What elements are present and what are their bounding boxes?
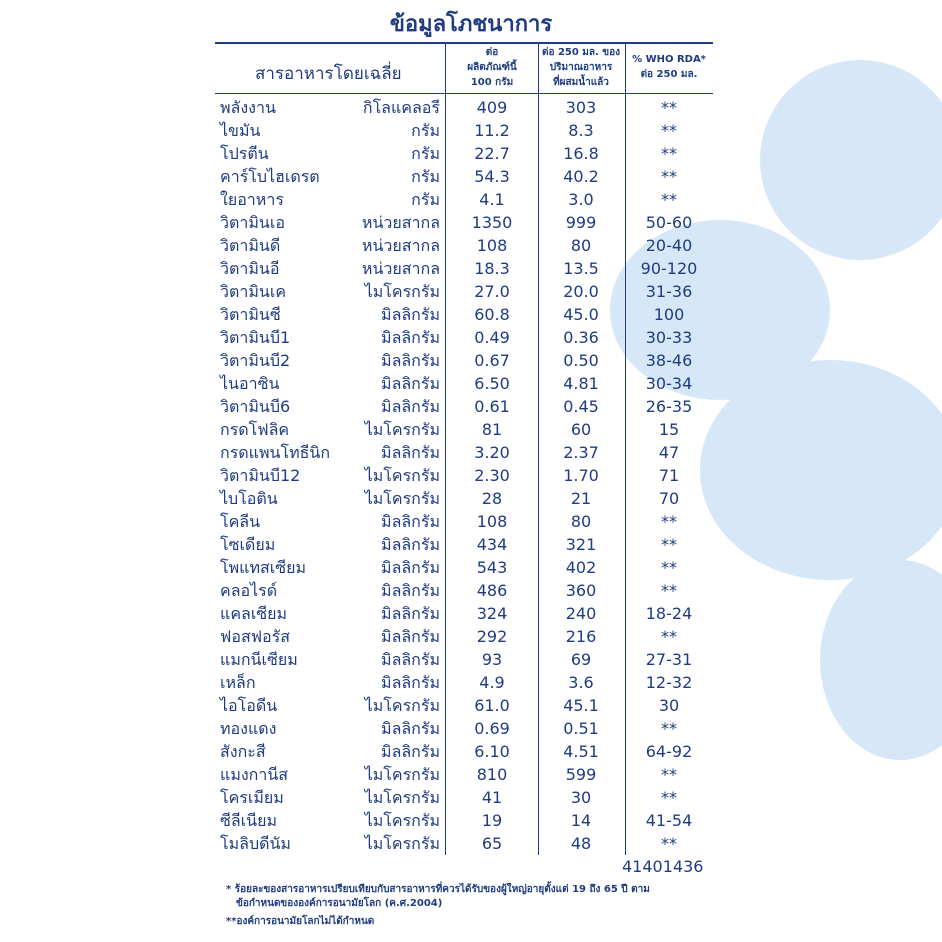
table-row — [0, 280, 942, 303]
value-per-250ml: 14 — [570, 811, 592, 830]
table-row — [0, 556, 942, 579]
header-per250-line2: ปริมาณอาหาร — [549, 62, 613, 73]
nutrient-name: วิตามินเอ — [220, 213, 285, 232]
value-rda: 15 — [658, 420, 680, 439]
table-row — [0, 188, 942, 211]
nutrient-name: ซีลีเนียม — [220, 811, 277, 830]
nutrient-unit: ไมโครกรัม — [364, 834, 440, 853]
value-per-250ml: 69 — [570, 650, 592, 669]
value-per-250ml: 60 — [570, 420, 592, 439]
value-per-250ml: 402 — [565, 558, 597, 577]
table-row — [0, 96, 942, 119]
nutrient-name: ใยอาหาร — [220, 190, 284, 209]
nutrient-name: ฟอสฟอรัส — [220, 627, 290, 646]
table-row — [0, 671, 942, 694]
value-per-100g: 810 — [476, 765, 508, 784]
value-per-100g: 324 — [476, 604, 508, 623]
nutrient-name: พลังงาน — [220, 98, 276, 117]
nutrient-unit: กิโลแคลอรี — [362, 98, 440, 117]
value-per-100g: 27.0 — [474, 282, 510, 301]
value-rda: ** — [661, 144, 677, 163]
nutrient-name: โมลิบดีนัม — [220, 834, 291, 853]
value-rda: ** — [661, 190, 677, 209]
header-per100 — [446, 45, 538, 90]
header-per100-line2: ผลิตภัณฑ์นี้ — [467, 62, 517, 73]
value-per-250ml: 3.0 — [568, 190, 594, 209]
nutrient-name: โพแทสเซียม — [220, 558, 307, 577]
nutrient-unit: มิลลิกรัม — [381, 650, 440, 669]
value-rda: 50-60 — [645, 213, 693, 232]
nutrient-name: โครเมียม — [220, 788, 284, 807]
value-per-250ml: 0.51 — [563, 719, 599, 738]
value-per-100g: 4.9 — [479, 673, 505, 692]
table-row — [0, 142, 942, 165]
footnote-rda-line2: ข้อกำหนดขององค์การอนามัยโลก (ค.ศ.2004) — [236, 898, 443, 909]
nutrient-unit: กรัม — [411, 190, 440, 209]
nutrient-name: ไบโอติน — [220, 489, 278, 508]
header-per100-line1: ต่อ — [485, 47, 499, 58]
value-rda: 18-24 — [645, 604, 693, 623]
product-code: 41401436 — [622, 857, 704, 876]
nutrient-unit: มิลลิกรัม — [381, 581, 440, 600]
value-rda: 64-92 — [645, 742, 693, 761]
header-bottom-rule — [215, 93, 713, 94]
nutrient-unit: มิลลิกรัม — [381, 604, 440, 623]
value-per-250ml: 1.70 — [563, 466, 599, 485]
value-per-250ml: 21 — [570, 489, 592, 508]
table-row — [0, 694, 942, 717]
nutrient-unit: มิลลิกรัม — [381, 351, 440, 370]
footnote-rda-line1: * ร้อยละของสารอาหารเปรียบเทียบกับสารอาหารที่ควรได้รับของผู้ใหญ่อายุตั้งแต่ 19 ถึง 65 ปี ตาม — [226, 884, 650, 895]
value-per-250ml: 4.51 — [563, 742, 599, 761]
table-row — [0, 579, 942, 602]
value-rda: 27-31 — [645, 650, 693, 669]
nutrient-name: โคลีน — [220, 512, 261, 531]
value-per-100g: 81 — [481, 420, 503, 439]
nutrient-unit: มิลลิกรัม — [381, 673, 440, 692]
header-per100-line3: 100 กรัม — [470, 77, 514, 88]
nutrient-unit: มิลลิกรัม — [381, 443, 440, 462]
nutrient-unit: หน่วยสากล — [361, 213, 440, 232]
value-rda: 30-33 — [645, 328, 693, 347]
value-per-100g: 61.0 — [474, 696, 510, 715]
nutrient-name: สังกะสี — [220, 742, 266, 761]
table-row — [0, 602, 942, 625]
nutrient-name: โซเดียม — [220, 535, 276, 554]
value-per-100g: 3.20 — [474, 443, 510, 462]
footnote-not-specified: **องค์การอนามัยโลกไม่ได้กำหนด — [226, 916, 375, 927]
nutrient-name: โปรตีน — [220, 144, 269, 163]
header-top-rule — [215, 42, 713, 44]
value-per-250ml: 4.81 — [563, 374, 599, 393]
nutrient-name: ไอโอดีน — [220, 696, 278, 715]
table-row — [0, 211, 942, 234]
nutrient-unit: มิลลิกรัม — [381, 374, 440, 393]
value-rda: ** — [661, 834, 677, 853]
nutrient-unit: มิลลิกรัม — [381, 558, 440, 577]
nutrient-unit: มิลลิกรัม — [381, 627, 440, 646]
value-per-250ml: 0.36 — [563, 328, 599, 347]
value-per-250ml: 0.50 — [563, 351, 599, 370]
value-per-250ml: 360 — [565, 581, 597, 600]
value-per-250ml: 599 — [565, 765, 597, 784]
value-rda: ** — [661, 627, 677, 646]
table-row — [0, 464, 942, 487]
value-rda: ** — [661, 788, 677, 807]
value-per-100g: 409 — [476, 98, 508, 117]
nutrient-name: เหล็ก — [220, 673, 256, 692]
value-per-100g: 0.61 — [474, 397, 510, 416]
nutrient-unit: มิลลิกรัม — [381, 328, 440, 347]
value-per-250ml: 16.8 — [563, 144, 599, 163]
value-per-250ml: 3.6 — [568, 673, 594, 692]
table-row — [0, 740, 942, 763]
nutrient-name: วิตามินเค — [220, 282, 287, 301]
value-rda: ** — [661, 121, 677, 140]
nutrient-unit: ไมโครกรัม — [364, 282, 440, 301]
table-row — [0, 763, 942, 786]
value-per-250ml: 8.3 — [568, 121, 594, 140]
value-per-250ml: 216 — [565, 627, 597, 646]
nutrient-unit: มิลลิกรัม — [381, 535, 440, 554]
value-per-100g: 11.2 — [474, 121, 510, 140]
value-rda: 26-35 — [645, 397, 693, 416]
value-per-100g: 434 — [476, 535, 508, 554]
value-per-100g: 292 — [476, 627, 508, 646]
value-per-100g: 2.30 — [474, 466, 510, 485]
value-rda: 41-54 — [645, 811, 693, 830]
value-per-100g: 19 — [481, 811, 503, 830]
nutrient-name: แมงกานีส — [220, 765, 289, 784]
page-title: ข้อมูลโภชนาการ — [389, 12, 553, 37]
value-per-100g: 65 — [481, 834, 503, 853]
nutrient-name: คลอไรด์ — [220, 581, 278, 600]
header-per250 — [538, 45, 624, 90]
value-per-100g: 93 — [481, 650, 503, 669]
nutrient-name: แคลเซียม — [220, 604, 288, 623]
value-rda: 100 — [653, 305, 685, 324]
value-per-250ml: 45.0 — [563, 305, 599, 324]
table-row — [0, 786, 942, 809]
value-per-250ml: 80 — [570, 512, 592, 531]
value-per-250ml: 0.45 — [563, 397, 599, 416]
nutrient-unit: กรัม — [411, 167, 440, 186]
table-row — [0, 441, 942, 464]
table-row — [0, 119, 942, 142]
nutrient-name: วิตามินบี12 — [220, 466, 301, 485]
nutrient-unit: ไมโครกรัม — [364, 788, 440, 807]
value-per-100g: 6.10 — [474, 742, 510, 761]
value-per-250ml: 303 — [565, 98, 597, 117]
value-rda: 20-40 — [645, 236, 693, 255]
value-rda: 70 — [658, 489, 680, 508]
nutrient-unit: ไมโครกรัม — [364, 811, 440, 830]
value-per-100g: 6.50 — [474, 374, 510, 393]
header-nutrient-label: สารอาหารโดยเฉลี่ย — [255, 64, 402, 84]
nutrient-name: วิตามินบี2 — [220, 351, 291, 370]
value-rda: 47 — [658, 443, 680, 462]
value-per-100g: 108 — [476, 512, 508, 531]
table-row — [0, 510, 942, 533]
value-per-250ml: 20.0 — [563, 282, 599, 301]
nutrient-unit: กรัม — [411, 144, 440, 163]
value-per-100g: 0.67 — [474, 351, 510, 370]
value-per-100g: 0.49 — [474, 328, 510, 347]
table-row — [0, 349, 942, 372]
nutrient-name: วิตามินซี — [220, 305, 281, 324]
nutrient-name: คาร์โบไฮเดรต — [220, 167, 320, 186]
value-rda: 31-36 — [645, 282, 693, 301]
value-per-100g: 18.3 — [474, 259, 510, 278]
value-per-100g: 543 — [476, 558, 508, 577]
nutrient-unit: ไมโครกรัม — [364, 696, 440, 715]
nutrient-name: วิตามินดี — [220, 236, 281, 255]
value-per-250ml: 45.1 — [563, 696, 599, 715]
table-row — [0, 832, 942, 855]
value-rda: ** — [661, 512, 677, 531]
nutrient-unit: มิลลิกรัม — [381, 512, 440, 531]
value-per-250ml: 30 — [570, 788, 592, 807]
value-rda: 38-46 — [645, 351, 693, 370]
nutrient-unit: มิลลิกรัม — [381, 397, 440, 416]
value-per-100g: 486 — [476, 581, 508, 600]
nutrient-unit: ไมโครกรัม — [364, 466, 440, 485]
value-per-100g: 54.3 — [474, 167, 510, 186]
nutrient-name: กรดแพนโทธีนิก — [220, 443, 330, 462]
value-per-250ml: 80 — [570, 236, 592, 255]
value-per-250ml: 48 — [570, 834, 592, 853]
value-per-250ml: 240 — [565, 604, 597, 623]
nutrient-unit: มิลลิกรัม — [381, 742, 440, 761]
value-per-250ml: 321 — [565, 535, 597, 554]
header-rda-line1: % WHO RDA* — [632, 54, 706, 65]
value-rda: 30 — [658, 696, 680, 715]
value-rda: ** — [661, 765, 677, 784]
value-rda: ** — [661, 535, 677, 554]
table-row — [0, 717, 942, 740]
value-per-100g: 28 — [481, 489, 503, 508]
value-per-250ml: 13.5 — [563, 259, 599, 278]
table-row — [0, 533, 942, 556]
nutrient-name: ไนอาซิน — [220, 374, 280, 393]
value-rda: ** — [661, 719, 677, 738]
nutrient-unit: มิลลิกรัม — [381, 305, 440, 324]
value-per-250ml: 40.2 — [563, 167, 599, 186]
table-row — [0, 372, 942, 395]
table-row — [0, 418, 942, 441]
nutrient-name: แมกนีเซียม — [220, 650, 298, 669]
value-rda: ** — [661, 98, 677, 117]
nutrient-name: ไขมัน — [220, 121, 261, 140]
nutrient-unit: หน่วยสากล — [361, 236, 440, 255]
header-per250-line3: ที่ผสมน้ำแล้ว — [553, 77, 609, 88]
table-row — [0, 234, 942, 257]
nutrient-unit: ไมโครกรัม — [364, 489, 440, 508]
value-rda: 90-120 — [640, 259, 698, 278]
table-row — [0, 487, 942, 510]
table-row — [0, 625, 942, 648]
nutrient-name: ทองแดง — [220, 719, 277, 738]
value-per-100g: 108 — [476, 236, 508, 255]
value-per-250ml: 2.37 — [563, 443, 599, 462]
header-rda-line2: ต่อ 250 มล. — [640, 69, 698, 80]
value-per-250ml: 999 — [565, 213, 597, 232]
value-rda: 30-34 — [645, 374, 693, 393]
nutrient-unit: กรัม — [411, 121, 440, 140]
nutrient-unit: ไมโครกรัม — [364, 420, 440, 439]
table-row — [0, 165, 942, 188]
table-row — [0, 648, 942, 671]
value-per-100g: 1350 — [471, 213, 513, 232]
value-per-100g: 22.7 — [474, 144, 510, 163]
value-per-100g: 4.1 — [479, 190, 505, 209]
header-rda — [625, 52, 713, 82]
nutrient-name: วิตามินบี6 — [220, 397, 291, 416]
value-rda: ** — [661, 581, 677, 600]
nutrient-unit: หน่วยสากล — [361, 259, 440, 278]
value-per-100g: 41 — [481, 788, 503, 807]
table-row — [0, 257, 942, 280]
value-rda: 12-32 — [645, 673, 693, 692]
value-rda: ** — [661, 558, 677, 577]
table-row — [0, 303, 942, 326]
value-rda: ** — [661, 167, 677, 186]
value-per-100g: 60.8 — [474, 305, 510, 324]
value-per-100g: 0.69 — [474, 719, 510, 738]
header-per250-line1: ต่อ 250 มล. ของ — [541, 47, 621, 58]
table-row — [0, 809, 942, 832]
nutrient-name: กรดโฟลิค — [220, 420, 290, 439]
table-row — [0, 326, 942, 349]
nutrient-unit: ไมโครกรัม — [364, 765, 440, 784]
nutrient-name: วิตามินอี — [220, 259, 280, 278]
value-rda: 71 — [658, 466, 680, 485]
nutrient-unit: มิลลิกรัม — [381, 719, 440, 738]
table-row — [0, 395, 942, 418]
nutrient-name: วิตามินบี1 — [220, 328, 291, 347]
